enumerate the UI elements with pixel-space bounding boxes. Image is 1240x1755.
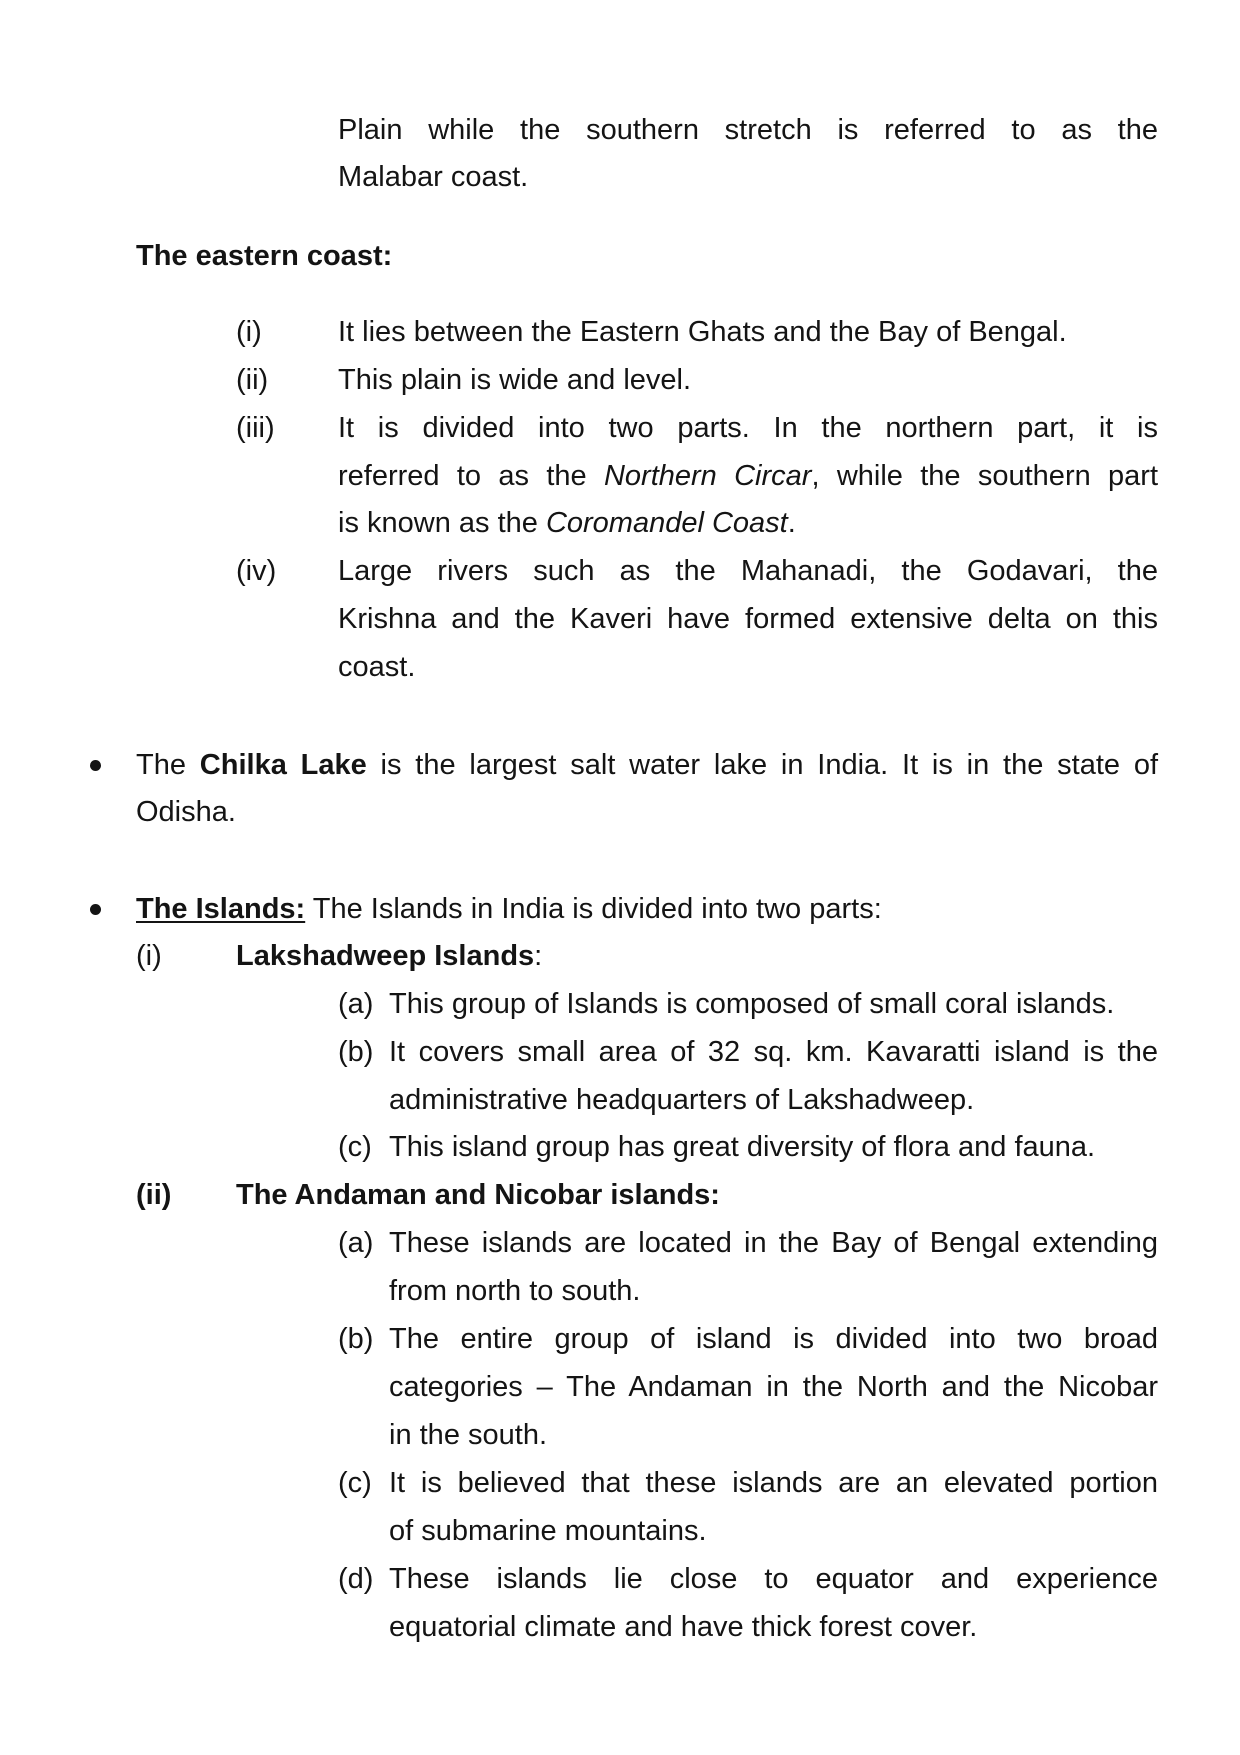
point-text: It covers small area of 32 sq. km. Kavaratti island is the (389, 1036, 1158, 1068)
group-title: Lakshadweep Islands: (236, 940, 543, 972)
list-item-text: Krishna and the Kaveri have formed extensive delta on this (338, 603, 1158, 635)
point-text: It is believed that these islands are an elevated portion (389, 1467, 1158, 1499)
islands-heading-line: The Islands: The Islands in India is divided into two parts: (136, 893, 882, 925)
list-item-text: coast. (338, 651, 416, 683)
group-marker: (i) (136, 940, 162, 972)
point-text: in the south. (389, 1419, 547, 1451)
bullet-icon (90, 904, 101, 915)
point-marker: (b) (338, 1036, 374, 1068)
point-marker: (c) (338, 1131, 372, 1163)
point-text: These islands lie close to equator and experience (389, 1563, 1158, 1595)
list-item-text: This plain is wide and level. (338, 364, 692, 396)
point-marker: (a) (338, 1227, 374, 1259)
list-item-text: Large rivers such as the Mahanadi, the Godavari, the (338, 555, 1158, 587)
point-marker: (a) (338, 988, 374, 1020)
list-item-text: It is divided into two parts. In the northern part, it is (338, 412, 1158, 444)
list-marker: (ii) (236, 364, 269, 396)
point-text: from north to south. (389, 1275, 641, 1307)
eastern-coast-heading: The eastern coast: (136, 240, 393, 272)
point-text: This group of Islands is composed of small coral islands. (389, 988, 1115, 1020)
list-marker: (i) (236, 316, 262, 348)
point-text: This island group has great diversity of flora and fauna. (389, 1131, 1096, 1163)
list-item-text: referred to as the Northern Circar, while the southern part (338, 460, 1159, 492)
intro-line-2: Malabar coast. (338, 161, 529, 193)
point-text: administrative headquarters of Lakshadweep. (389, 1084, 975, 1116)
list-item-text: is known as the Coromandel Coast. (338, 507, 796, 539)
bullet-icon (90, 760, 101, 771)
point-text: equatorial climate and have thick forest cover. (389, 1611, 978, 1643)
list-item-text: It lies between the Eastern Ghats and the Bay of Bengal. (338, 316, 1067, 348)
intro-line-1: Plain while the southern stretch is referred to as the (338, 114, 1158, 146)
chilka-line-1: The Chilka Lake is the largest salt water lake in India. It is in the state of (136, 749, 1159, 781)
point-marker: (b) (338, 1323, 374, 1355)
group-marker: (ii) (136, 1179, 172, 1211)
chilka-line-2: Odisha. (136, 796, 236, 828)
list-marker: (iv) (236, 555, 277, 587)
point-marker: (d) (338, 1563, 374, 1595)
point-text: of submarine mountains. (389, 1515, 707, 1547)
point-text: categories – The Andaman in the North and the Nicobar (389, 1371, 1158, 1403)
point-text: These islands are located in the Bay of Bengal extending (389, 1227, 1158, 1259)
list-marker: (iii) (236, 412, 275, 444)
point-marker: (c) (338, 1467, 372, 1499)
point-text: The entire group of island is divided into two broad (389, 1323, 1158, 1355)
group-title: The Andaman and Nicobar islands: (236, 1179, 720, 1211)
